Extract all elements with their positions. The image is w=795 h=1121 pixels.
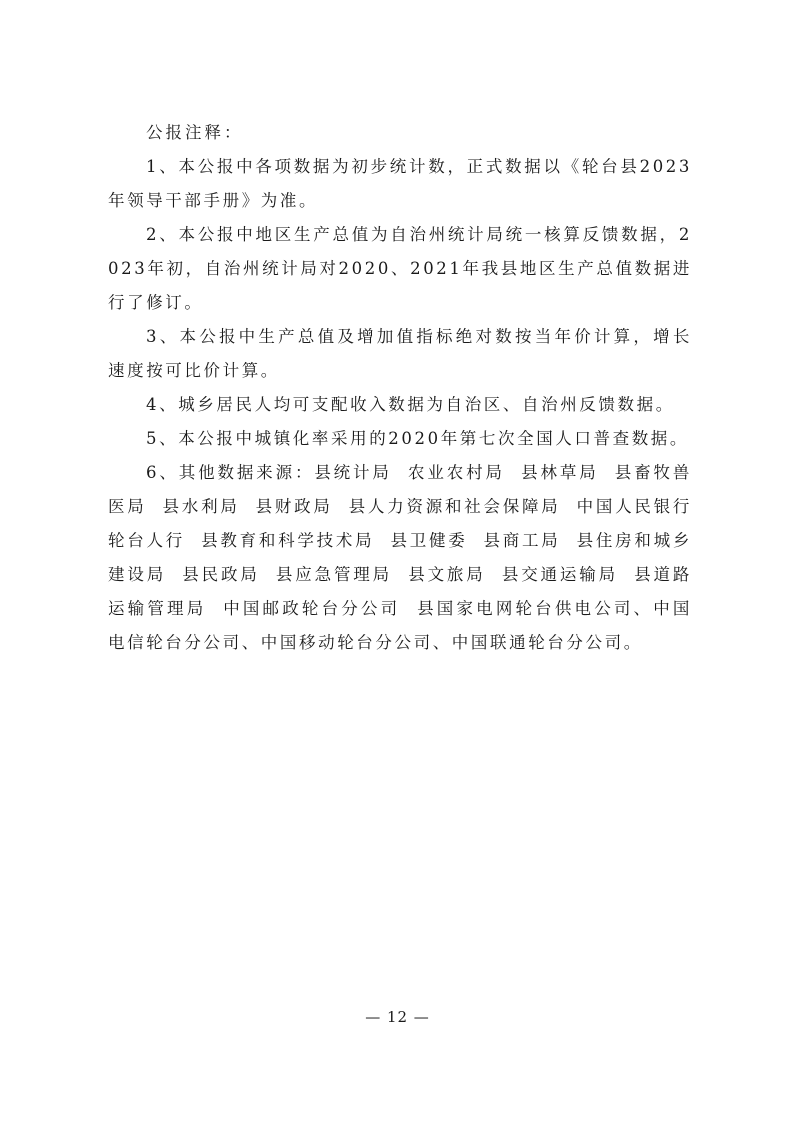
notes-heading: 公报注释：: [146, 123, 244, 142]
note-item-5: 5、本公报中城镇化率采用的2020年第七次全国人口普查数据。: [146, 429, 689, 448]
note-item-3: 3、本公报中生产总值及增加值指标绝对数按当年价计算，增长速度按可比价计算。: [108, 327, 692, 380]
note-item-2: 2、本公报中地区生产总值为自治州统计局统一核算反馈数据，2023年初，自治州统计局对2020、2021年我县地区生产总值数据进行了修订。: [108, 225, 692, 312]
page-footer: [0, 1008, 795, 1026]
page-number: — 12 —: [365, 1008, 430, 1026]
notes-section: [108, 116, 692, 660]
note-item-4: 4、城乡居民人均可支配收入数据为自治区、自治州反馈数据。: [146, 395, 675, 414]
note-item-1: 1、本公报中各项数据为初步统计数，正式数据以《轮台县2023年领导干部手册》为准。: [108, 157, 692, 210]
note-item-6: 6、其他数据来源：县统计局 农业农村局 县林草局 县畜牧兽医局 县水利局 县财政局 县人力资源和社会保障局 中国人民银行轮台人行 县教育和科学技术局 县卫健委 县商工局 县住房和城乡建设局 县民政局 县应急管理局 县文旅局 县交通运输局 县道路运输管理局 中国邮政轮台分公司 县国家电网轮台供电公司、中国电信轮台分公司、中国移动轮台分公司、中国联通轮台分公司。: [108, 463, 692, 652]
